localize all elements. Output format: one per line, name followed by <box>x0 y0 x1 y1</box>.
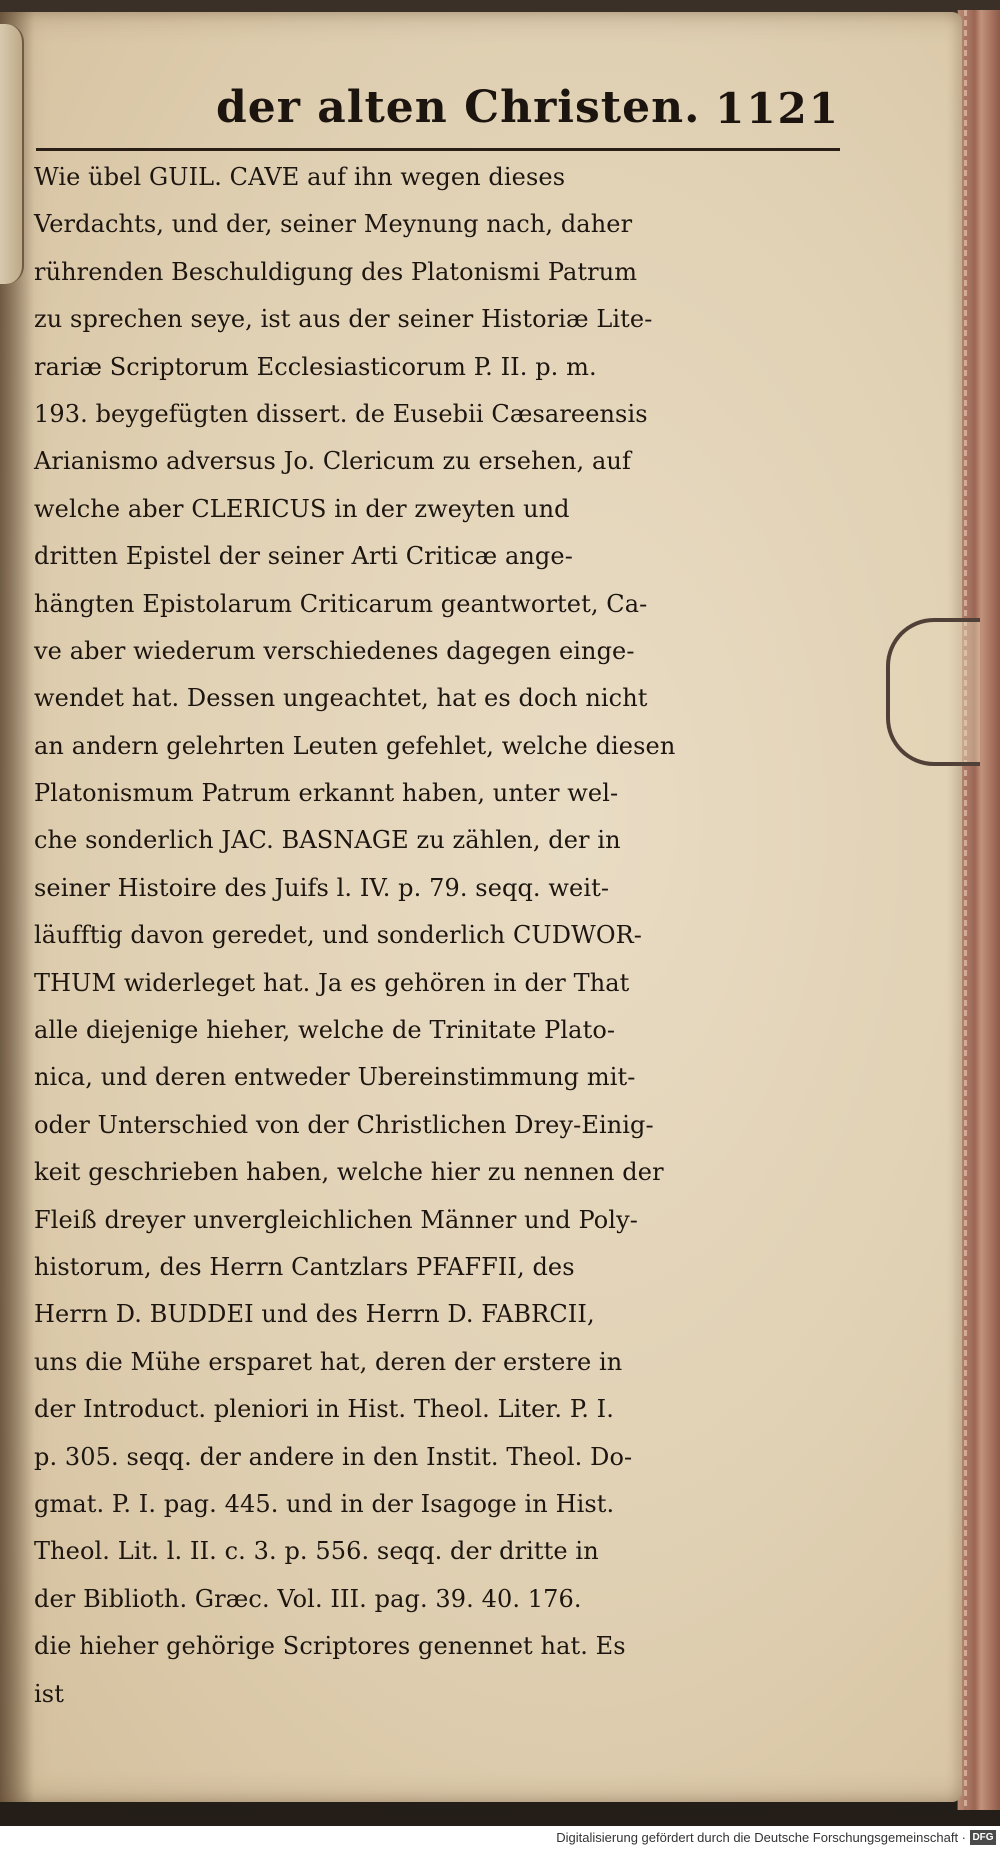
page-edges <box>957 10 1000 1810</box>
text-line: hängten Epistolarum Criticarum geantwortet, Ca- <box>34 589 648 618</box>
text-line: dritten Epistel der seiner Arti Criticæ ange- <box>34 542 573 571</box>
text-line: keit geschrieben haben, welche hier zu nennen der <box>34 1158 664 1187</box>
text-line: Wie übel GUIL. CAVE auf ihn wegen dieses <box>34 163 566 191</box>
text-line: oder Unterschied von der Christlichen Drey-Einig- <box>34 1110 654 1139</box>
text-line: zu sprechen seye, ist aus der seiner Historiæ Lite- <box>34 305 653 334</box>
text-line: rührenden Beschuldigung des Platonismi Patrum <box>34 257 638 286</box>
text-line: THUM widerleget hat. Ja es gehören in der That <box>34 968 630 997</box>
text-line: Fleiß dreyer unvergleichlichen Männer und Poly- <box>34 1205 638 1234</box>
text-line: ist <box>34 1679 64 1708</box>
funding-credit: Digitalisierung gefördert durch die Deutsche Forschungsgemeinschaft · <box>556 1830 966 1845</box>
text-line: läufftig davon geredet, und sonderlich CUDWOR- <box>34 921 642 950</box>
text-line: ve aber wiederum verschiedenes dagegen einge- <box>34 636 635 665</box>
text-line: gmat. P. I. pag. 445. und in der Isagoge in Hist. <box>34 1489 615 1518</box>
page-number: 1121 <box>715 84 840 133</box>
text-line: Theol. Lit. l. II. c. 3. p. 556. seqq. der dritte in <box>34 1537 599 1566</box>
text-line: 193. beygefügten dissert. de Eusebii Cæsareensis <box>34 399 648 428</box>
body-text <box>34 154 844 1718</box>
dfg-logo: DFG <box>970 1830 996 1845</box>
text-line: der Introduct. pleniori in Hist. Theol. Liter. P. I. <box>34 1395 614 1424</box>
text-line: alle diejenige hieher, welche de Trinitate Plato- <box>34 1016 616 1045</box>
facing-page-edge <box>0 24 24 284</box>
text-line: p. 305. seqq. der andere in den Instit. Theol. Do- <box>34 1442 633 1471</box>
text-line: wendet hat. Dessen ungeachtet, hat es doch nicht <box>34 684 648 713</box>
running-head: der alten Christen. <box>216 82 701 133</box>
digitization-footer <box>0 1826 1000 1851</box>
text-line: uns die Mühe ersparet hat, deren der erstere in <box>34 1347 623 1376</box>
text-line: rariæ Scriptorum Ecclesiasticorum P. II. p. m. <box>34 352 597 381</box>
text-line: historum, des Herrn Cantzlars PFAFFII, des <box>34 1252 575 1281</box>
page-header <box>36 82 840 146</box>
text-line: Arianismo adversus Jo. Clericum zu ersehen, auf <box>34 447 631 476</box>
text-line: Platonismum Patrum erkannt haben, unter wel- <box>34 779 619 808</box>
text-line: Herrn D. BUDDEI und des Herrn D. FABRCII, <box>34 1300 595 1329</box>
text-line: Verdachts, und der, seiner Meynung nach, daher <box>34 210 633 239</box>
text-line: an andern gelehrten Leuten gefehlet, welche diesen <box>34 731 676 760</box>
text-line: welche aber CLERICUS in der zweyten und <box>34 494 570 523</box>
text-line: der Biblioth. Græc. Vol. III. pag. 39. 40. 176. <box>34 1584 582 1613</box>
clasp-ribbon <box>886 618 980 766</box>
text-line: che sonderlich JAC. BASNAGE zu zählen, der in <box>34 826 621 855</box>
text-line: nica, und deren entweder Ubereinstimmung mit- <box>34 1063 636 1092</box>
header-rule <box>36 148 840 151</box>
text-line: seiner Histoire des Juifs l. IV. p. 79. seqq. weit- <box>34 873 610 902</box>
text-line: die hieher gehörige Scriptores genennet hat. Es <box>34 1632 626 1661</box>
